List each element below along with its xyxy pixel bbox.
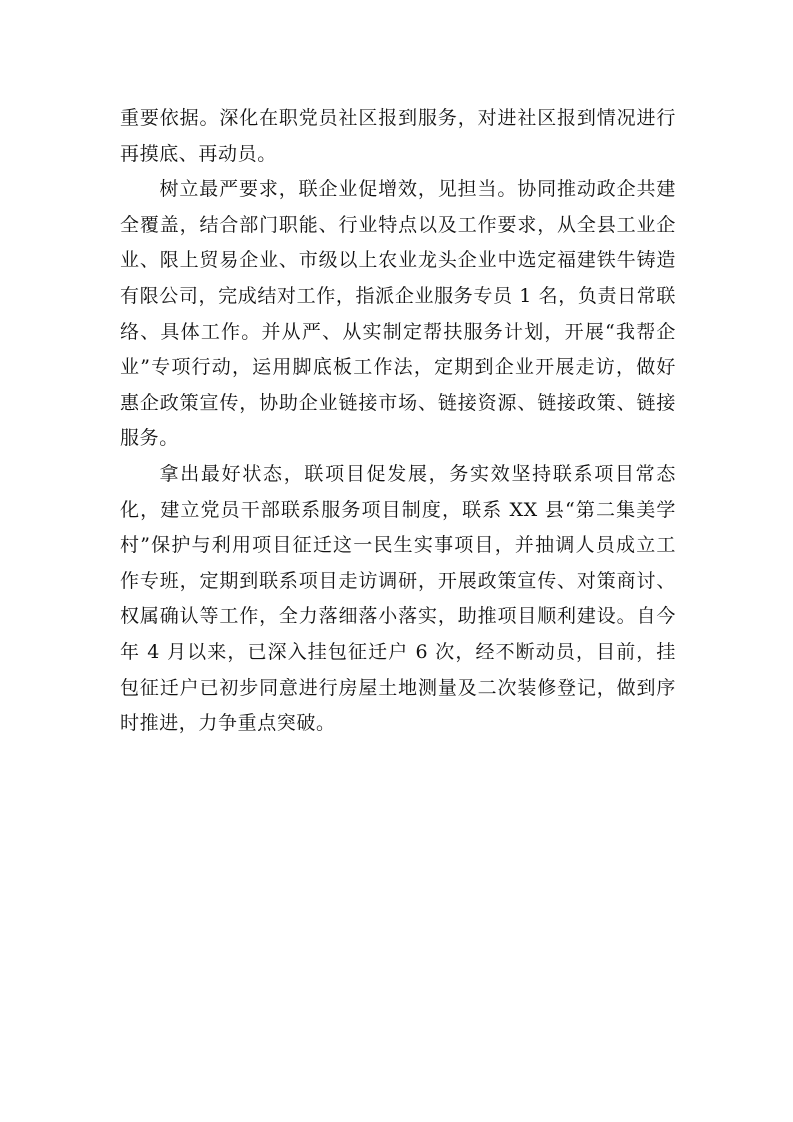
- paragraph-enterprise: 树立最严要求，联企业促增效，见担当。协同推动政企共建全覆盖，结合部门职能、行业特点以及工作要求，从全县工业企业、限上贸易企业、市级以上农业龙头企业中选定福建铁牛铸造有限公司，完成结对工作，指派企业服务专员 1 名，负责日常联络、具体工作。并从严、从实制定帮扶服务计划，开展“我帮企业”专项行动，运用脚底板工作法，定期到企业开展走访，做好惠企政策宣传，协助企业链接市场、链接资源、链接政策、链接服务。: [120, 178, 676, 450]
- paragraph-continuation: 重要依据。深化在职党员社区报到服务，对进社区报到情况进行再摸底、再动员。: [120, 107, 676, 165]
- paragraph-project: 拿出最好状态，联项目促发展，务实效坚持联系项目常态化，建立党员干部联系服务项目制度，联系 XX 县“第二集美学村”保护与利用项目征迁这一民生实事项目，并抽调人员成立工作专班，定期到联系项目走访调研，开展政策宣传、对策商讨、权属确认等工作，全力落细落小落实，助推项目顺利建设。自今年 4 月以来，已深入挂包征迁户 6 次，经不断动员，目前，挂包征迁户已初步同意进行房屋土地测量及二次装修登记，做到序时推进，力争重点突破。: [120, 462, 676, 735]
- document-body: [120, 101, 676, 742]
